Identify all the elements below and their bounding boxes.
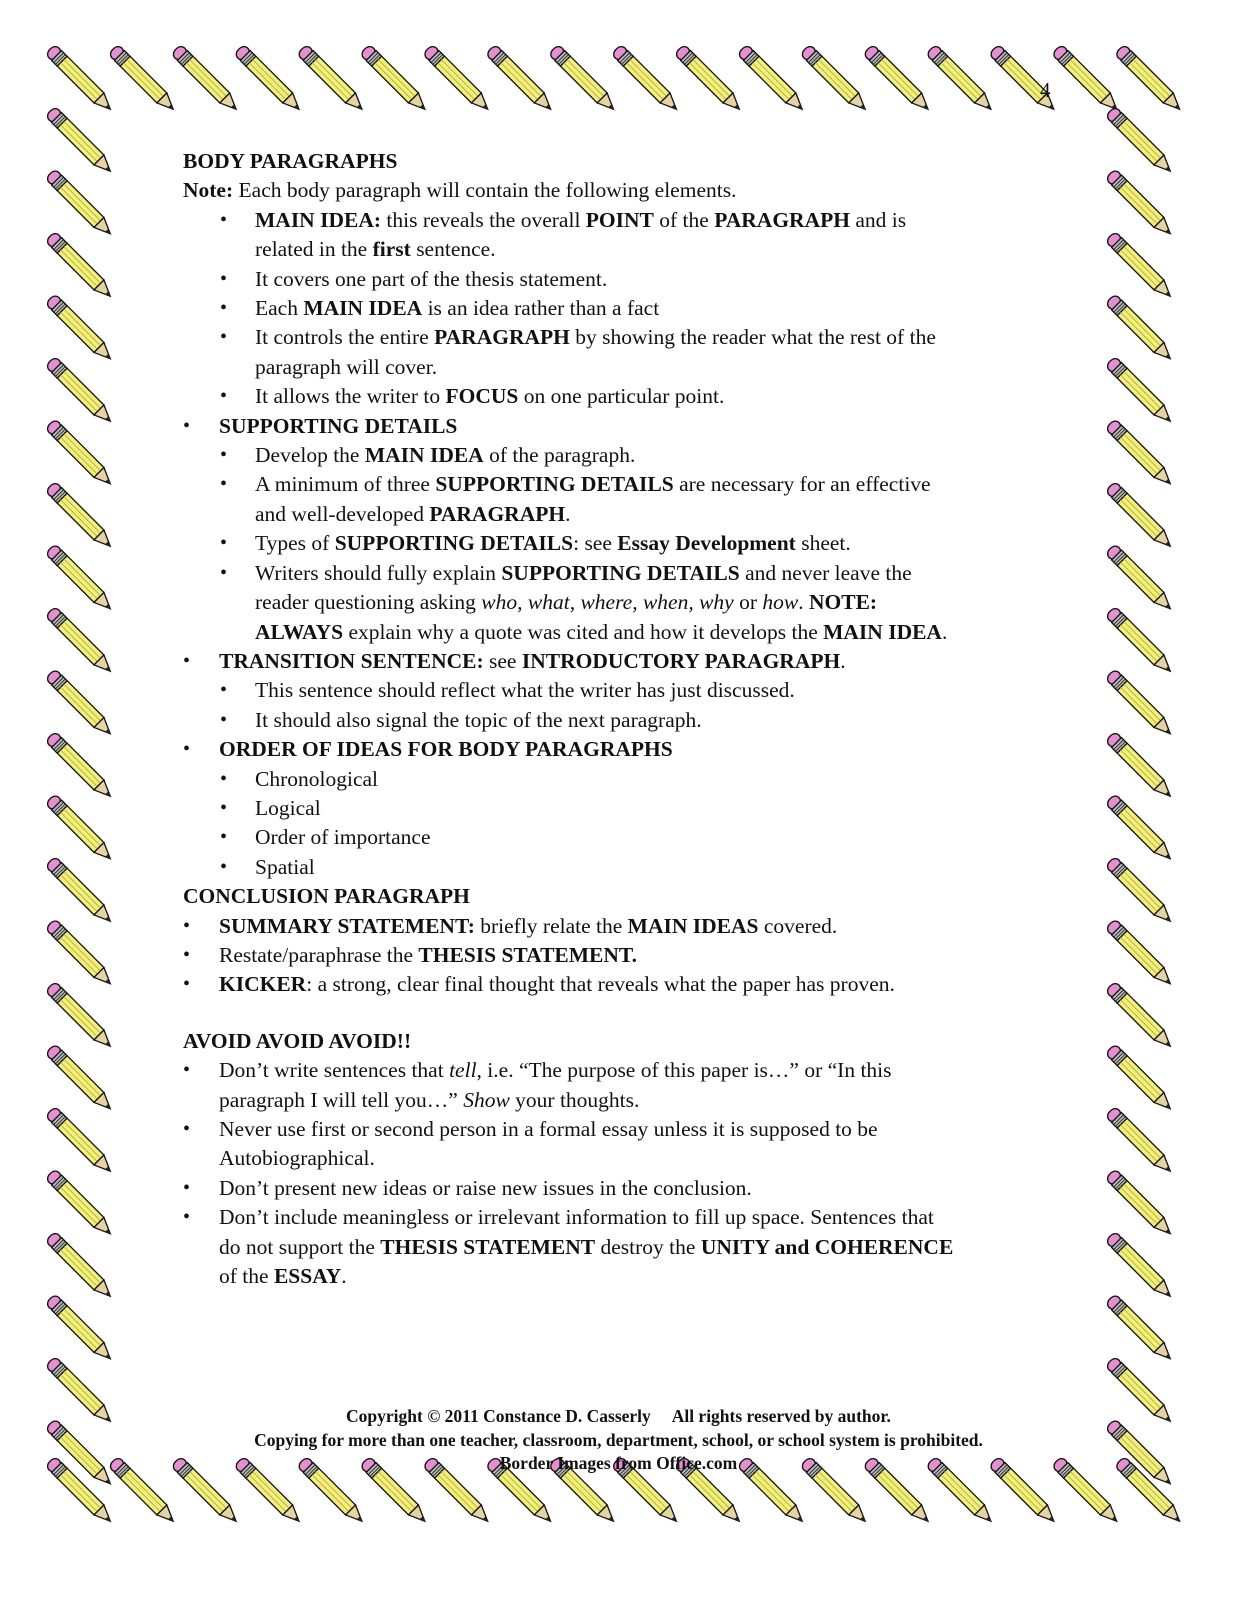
text-run: by showing the reader what the rest of the <box>569 325 936 350</box>
bullet-item <box>183 676 1063 705</box>
copying-notice: Copying for more than one teacher, classroom, department, school, or school system is prohibited. <box>254 1429 983 1450</box>
text-run: : a strong, clear final thought that reveals what the paper has proven. <box>306 972 895 997</box>
pencil-icon <box>45 1106 116 1177</box>
pencil-icon <box>1105 1106 1176 1177</box>
note-line <box>183 176 1063 205</box>
text-run: . <box>798 590 809 615</box>
text-run: do not support the <box>219 1234 381 1259</box>
text-run: see <box>483 648 522 673</box>
bullet-item <box>183 941 1063 970</box>
bold-text: MAIN IDEA <box>303 296 423 321</box>
pencil-icon <box>45 731 116 802</box>
text-run: Each <box>255 296 304 321</box>
pencil-icon <box>737 44 808 115</box>
bold-text: ALWAYS <box>255 619 344 644</box>
pencil-icon <box>674 44 745 115</box>
pencil-icon <box>1105 919 1176 990</box>
text-run: reader questioning asking <box>255 590 482 615</box>
section-heading-item <box>183 735 1063 764</box>
pencil-icon <box>1105 356 1176 427</box>
text-run: It should also signal the topic of the next paragraph. <box>255 707 702 732</box>
bullet-item <box>183 265 1063 294</box>
bold-text: PARAGRAPH <box>714 207 850 232</box>
italic-text: how <box>762 590 799 615</box>
pencil-icon <box>171 44 242 115</box>
text-run: briefly relate the <box>474 913 628 938</box>
pencil-icon <box>1105 1294 1176 1365</box>
text-run: . <box>840 648 846 673</box>
text-run: of the <box>219 1264 274 1289</box>
text-run: Restate/paraphrase the <box>219 942 419 967</box>
pencil-icon <box>926 44 997 115</box>
body-paragraphs-heading: BODY PARAGRAPHS <box>183 149 398 173</box>
pencil-icon <box>1052 44 1123 115</box>
bold-text: MAIN IDEAS <box>627 913 759 938</box>
bullet-item <box>183 294 1063 323</box>
bold-text: SUPPORTING DETAILS <box>501 560 740 585</box>
text-run: Logical <box>255 795 321 820</box>
text-run: and is <box>849 207 907 232</box>
pencil-icon <box>1105 419 1176 490</box>
pencil-icon <box>1105 731 1176 802</box>
bold-text: NOTE: <box>808 590 878 615</box>
bullet-item <box>183 765 1063 794</box>
pencil-icon <box>234 44 305 115</box>
note-label: Note: <box>183 178 234 203</box>
pencil-icon <box>486 44 557 115</box>
text-run: . <box>341 1264 347 1289</box>
text-run: destroy the <box>595 1234 701 1259</box>
pencil-icon <box>1105 606 1176 677</box>
pencil-icon <box>1105 1044 1176 1115</box>
bold-text: SUPPORTING DETAILS <box>435 472 674 497</box>
text-run: sheet. <box>795 531 851 556</box>
footer <box>0 1405 1237 1476</box>
bullet-item <box>183 529 1063 558</box>
pencil-icon <box>45 1169 116 1240</box>
bullet-item <box>183 323 1063 382</box>
text-run: Don’t present new ideas or raise new issues in the conclusion. <box>219 1175 752 1200</box>
conclusion-list <box>183 912 1063 1000</box>
pencil-icon <box>548 44 619 115</box>
pencil-icon <box>1105 669 1176 740</box>
bullet-item <box>183 470 1063 529</box>
pencil-icon <box>1105 231 1176 302</box>
border-credit: Border Images from Office.com <box>499 1453 738 1473</box>
pencil-icon <box>45 44 116 115</box>
bold-text: INTRODUCTORY PARAGRAPH <box>521 648 841 673</box>
bold-text: PARAGRAPH <box>429 501 566 526</box>
text-run: : see <box>573 531 618 556</box>
note-text: Each body paragraph will contain the following elements. <box>233 178 737 203</box>
text-run: of the paragraph. <box>483 443 636 468</box>
pencil-icon <box>45 981 116 1052</box>
text-run: Writers should fully explain <box>255 560 502 585</box>
text-run: Spatial <box>255 854 315 879</box>
bold-text: FOCUS <box>445 384 519 409</box>
text-run: paragraph will cover. <box>255 354 438 379</box>
copyright-line: Copyright © 2011 Constance D. Casserly All rights reserved by author. <box>346 1406 891 1426</box>
body-sections-list <box>183 412 1063 883</box>
bullet-item <box>183 1115 1063 1174</box>
bullet-item <box>183 794 1063 823</box>
bullet-item <box>183 912 1063 941</box>
bold-text: THESIS STATEMENT <box>380 1234 596 1259</box>
document-body <box>183 147 1063 1291</box>
pencil-icon <box>45 669 116 740</box>
bullet-item <box>183 1203 1063 1291</box>
text-run: This sentence should reflect what the writer has just discussed. <box>255 678 795 703</box>
pencil-icon <box>611 44 682 115</box>
bullet-item <box>183 853 1063 882</box>
pencil-icon <box>45 1294 116 1365</box>
bold-text: PARAGRAPH <box>434 325 570 350</box>
text-run: Chronological <box>255 766 379 791</box>
bold-text: THESIS STATEMENT. <box>418 942 638 967</box>
pencil-icon <box>45 1044 116 1115</box>
text-run: sentence. <box>410 237 496 262</box>
bold-text: MAIN IDEA <box>364 443 484 468</box>
section-heading: SUPPORTING DETAILS <box>219 413 458 438</box>
bold-text: SUMMARY STATEMENT: <box>219 913 475 938</box>
pencil-icon <box>45 106 116 177</box>
text-run: of the <box>653 207 715 232</box>
pencil-icon <box>800 44 871 115</box>
pencil-icon <box>45 606 116 677</box>
pencil-icon <box>1105 106 1176 177</box>
text-run: It covers one part of the thesis statement. <box>255 266 608 291</box>
bold-text: MAIN IDEA: <box>255 207 382 232</box>
text-run: , i.e. “The purpose of this paper is…” or “In this <box>476 1058 892 1083</box>
text-run: your thoughts. <box>509 1087 640 1112</box>
pencil-icon <box>45 856 116 927</box>
bold-text: KICKER <box>219 972 307 997</box>
pencil-icon <box>45 356 116 427</box>
section-items <box>183 765 1063 883</box>
text-run: related in the <box>255 237 373 262</box>
bullet-item <box>183 1056 1063 1115</box>
text-run: this reveals the overall <box>381 207 586 232</box>
pencil-icon <box>1105 856 1176 927</box>
text-run: and never leave the <box>739 560 912 585</box>
bullet-item <box>183 1174 1063 1203</box>
pencil-icon <box>45 294 116 365</box>
bold-text: Essay Development <box>617 531 796 556</box>
bold-text: TRANSITION SENTENCE: <box>219 648 484 673</box>
pencil-icon <box>1105 1231 1176 1302</box>
section-heading-item <box>183 647 1063 676</box>
text-run: Don’t write sentences that <box>219 1058 450 1083</box>
bullet-item <box>183 559 1063 647</box>
bold-text: first <box>372 237 411 262</box>
pencil-icon <box>1105 294 1176 365</box>
bold-text: POINT <box>585 207 654 232</box>
section-items <box>183 676 1063 735</box>
text-run: paragraph I will tell you…” <box>219 1087 464 1112</box>
bullet-item <box>183 382 1063 411</box>
pencil-icon <box>1105 794 1176 865</box>
bold-text: SUPPORTING DETAILS <box>334 531 574 556</box>
section-heading-item <box>183 412 1063 441</box>
bold-text: MAIN IDEA <box>823 619 942 644</box>
section-items <box>183 441 1063 647</box>
pencil-icon <box>1105 169 1176 240</box>
section-heading: ORDER OF IDEAS FOR BODY PARAGRAPHS <box>219 737 673 762</box>
avoid-list <box>183 1056 1063 1291</box>
pencil-icon <box>45 169 116 240</box>
italic-text: tell <box>449 1058 477 1083</box>
pencil-icon <box>297 44 368 115</box>
pencil-icon <box>45 481 116 552</box>
text-run: A minimum of three <box>255 472 436 497</box>
pencil-icon <box>1105 544 1176 615</box>
pencil-icon <box>863 44 934 115</box>
text-run: It controls the entire <box>255 325 435 350</box>
pencil-icon <box>360 44 431 115</box>
text-run: Autobiographical. <box>219 1146 375 1171</box>
text-run: explain why a quote was cited and how it develops the <box>343 619 824 644</box>
italic-text: Show <box>463 1087 510 1112</box>
bullet-item <box>183 823 1063 852</box>
pencil-icon <box>423 44 494 115</box>
pencil-icon <box>45 919 116 990</box>
text-run: are necessary for an effective <box>673 472 931 497</box>
page-number: 4 <box>1040 78 1051 102</box>
bullet-item <box>183 706 1063 735</box>
bullet-item <box>183 206 1063 265</box>
bold-text: UNITY and COHERENCE <box>700 1234 954 1259</box>
text-run: Develop the <box>255 443 365 468</box>
text-run: . <box>565 501 571 526</box>
bullet-item <box>183 441 1063 470</box>
text-run: and well-developed <box>255 501 430 526</box>
bullet-item <box>183 970 1063 999</box>
pencil-icon <box>1105 981 1176 1052</box>
pencil-icon <box>45 419 116 490</box>
conclusion-heading: CONCLUSION PARAGRAPH <box>183 884 470 909</box>
pencil-icon <box>1115 44 1186 115</box>
pencil-icon <box>45 794 116 865</box>
pencil-icon <box>1105 481 1176 552</box>
main-idea-list <box>183 206 1063 412</box>
text-run: Don’t include meaningless or irrelevant information to fill up space. Sentences that <box>219 1205 934 1230</box>
italic-text: who, what, where, when, why <box>481 590 734 615</box>
text-run: on one particular point. <box>518 384 725 409</box>
text-run: covered. <box>758 913 838 938</box>
text-run: or <box>733 590 763 615</box>
pencil-icon <box>108 44 179 115</box>
text-run: . <box>941 619 948 644</box>
bold-text: ESSAY <box>273 1264 342 1289</box>
avoid-heading: AVOID AVOID AVOID!! <box>183 1028 412 1053</box>
pencil-icon <box>1105 1169 1176 1240</box>
text-run: Never use first or second person in a formal essay unless it is supposed to be <box>219 1117 878 1141</box>
text-run: is an idea rather than a fact <box>422 296 660 321</box>
pencil-icon <box>45 231 116 302</box>
text-run: Order of importance <box>255 825 431 850</box>
pencil-icon <box>45 544 116 615</box>
text-run: Types of <box>255 531 335 556</box>
pencil-icon <box>45 1231 116 1302</box>
text-run: It allows the writer to <box>255 384 446 409</box>
